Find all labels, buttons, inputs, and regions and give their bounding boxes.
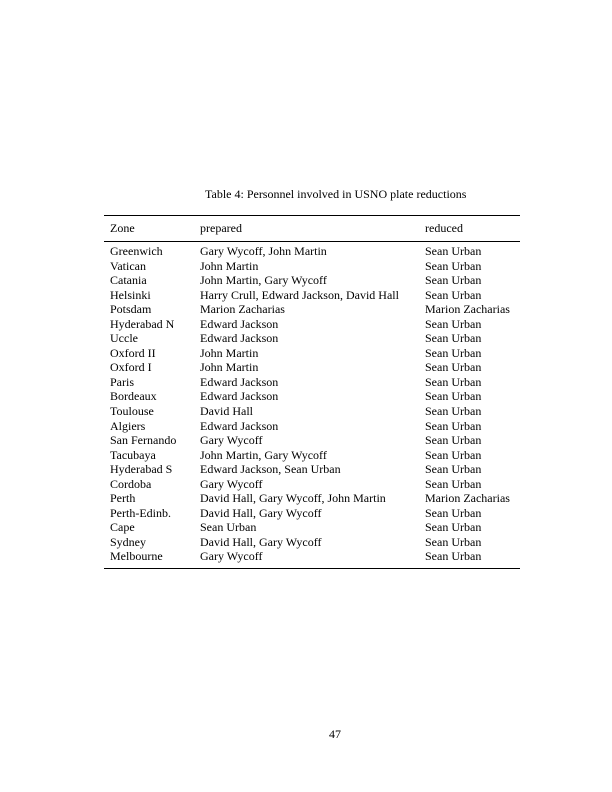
cell-zone: Uccle [110, 331, 138, 346]
cell-reduced: Sean Urban [425, 549, 482, 564]
cell-reduced: Sean Urban [425, 316, 482, 331]
cell-prepared: Edward Jackson [200, 374, 279, 389]
cell-reduced: Sean Urban [425, 404, 482, 419]
cell-prepared: Marion Zacharias [200, 302, 285, 317]
cell-prepared: David Hall, Gary Wycoff [200, 505, 322, 520]
table-row [104, 302, 520, 317]
table-row [104, 477, 520, 492]
table-row [104, 433, 520, 448]
cell-prepared: Edward Jackson [200, 418, 279, 433]
table-row [104, 375, 520, 390]
cell-reduced: Sean Urban [425, 534, 482, 549]
cell-prepared: Harry Crull, Edward Jackson, David Hall [200, 287, 399, 302]
table-row [104, 506, 520, 521]
cell-prepared: John Martin [200, 258, 259, 273]
cell-reduced: Sean Urban [425, 345, 482, 360]
personnel-table [104, 215, 520, 569]
table-row [104, 448, 520, 463]
cell-prepared: John Martin, Gary Wycoff [200, 273, 327, 288]
cell-reduced: Marion Zacharias [425, 302, 510, 317]
cell-prepared: Sean Urban [200, 520, 257, 535]
cell-reduced: Sean Urban [425, 374, 482, 389]
cell-zone: Oxford II [110, 345, 156, 360]
cell-zone: Catania [110, 273, 147, 288]
cell-prepared: David Hall, Gary Wycoff, John Martin [200, 491, 386, 506]
cell-reduced: Sean Urban [425, 287, 482, 302]
table-row [104, 317, 520, 332]
cell-zone: Potsdam [110, 302, 152, 317]
cell-prepared: Edward Jackson [200, 331, 279, 346]
cell-zone: San Fernando [110, 433, 177, 448]
cell-zone: Bordeaux [110, 389, 157, 404]
cell-zone: Paris [110, 374, 134, 389]
cell-reduced: Sean Urban [425, 520, 482, 535]
cell-prepared: David Hall, Gary Wycoff [200, 534, 322, 549]
cell-prepared: Gary Wycoff [200, 476, 263, 491]
table-row [104, 389, 520, 404]
table-row [104, 331, 520, 346]
cell-prepared: Edward Jackson [200, 316, 279, 331]
table-caption: Table 4: Personnel involved in USNO plate reductions [205, 187, 467, 201]
cell-reduced: Sean Urban [425, 505, 482, 520]
cell-zone: Tacubaya [110, 447, 156, 462]
table-row [104, 462, 520, 477]
cell-reduced: Sean Urban [425, 244, 482, 258]
cell-prepared: John Martin, Gary Wycoff [200, 447, 327, 462]
table-row [104, 273, 520, 288]
cell-prepared: Gary Wycoff [200, 549, 263, 564]
cell-reduced: Sean Urban [425, 462, 482, 477]
table-row [104, 419, 520, 434]
column-header-prepared: prepared [200, 221, 242, 235]
cell-zone: Perth [110, 491, 136, 506]
cell-prepared: John Martin [200, 345, 259, 360]
cell-reduced: Sean Urban [425, 331, 482, 346]
cell-zone: Oxford I [110, 360, 152, 375]
cell-reduced: Sean Urban [425, 273, 482, 288]
cell-zone: Cape [110, 520, 135, 535]
cell-zone: Toulouse [110, 404, 154, 419]
cell-reduced: Sean Urban [425, 258, 482, 273]
cell-prepared: Edward Jackson, Sean Urban [200, 462, 341, 477]
cell-reduced: Sean Urban [425, 433, 482, 448]
cell-reduced: Marion Zacharias [425, 491, 510, 506]
cell-reduced: Sean Urban [425, 389, 482, 404]
cell-zone: Melbourne [110, 549, 163, 564]
table-row [104, 346, 520, 361]
cell-zone: Vatican [110, 258, 146, 273]
cell-reduced: Sean Urban [425, 476, 482, 491]
cell-zone: Perth-Edinb. [110, 505, 171, 520]
cell-zone: Sydney [110, 534, 146, 549]
cell-prepared: Edward Jackson [200, 389, 279, 404]
cell-reduced: Sean Urban [425, 360, 482, 375]
table-row [104, 491, 520, 506]
table-row [104, 259, 520, 274]
cell-zone: Helsinki [110, 287, 151, 302]
cell-prepared: David Hall [200, 404, 253, 419]
table-row [104, 360, 520, 375]
column-header-zone: Zone [110, 221, 135, 235]
cell-prepared: Gary Wycoff, John Martin [200, 244, 327, 258]
table-row [104, 535, 520, 550]
table-header-row [104, 216, 520, 242]
cell-zone: Hyderabad N [110, 316, 175, 331]
cell-reduced: Sean Urban [425, 447, 482, 462]
table-body [104, 242, 520, 568]
table-row [104, 549, 520, 564]
page-number: 47 [329, 727, 341, 741]
cell-prepared: John Martin [200, 360, 259, 375]
table-row [104, 288, 520, 303]
table-row [104, 244, 520, 259]
table-row [104, 520, 520, 535]
table-row [104, 404, 520, 419]
cell-zone: Greenwich [110, 244, 163, 258]
cell-zone: Hyderabad S [110, 462, 173, 477]
cell-zone: Algiers [110, 418, 146, 433]
cell-reduced: Sean Urban [425, 418, 482, 433]
cell-zone: Cordoba [110, 476, 152, 491]
cell-prepared: Gary Wycoff [200, 433, 263, 448]
column-header-reduced: reduced [425, 221, 463, 235]
